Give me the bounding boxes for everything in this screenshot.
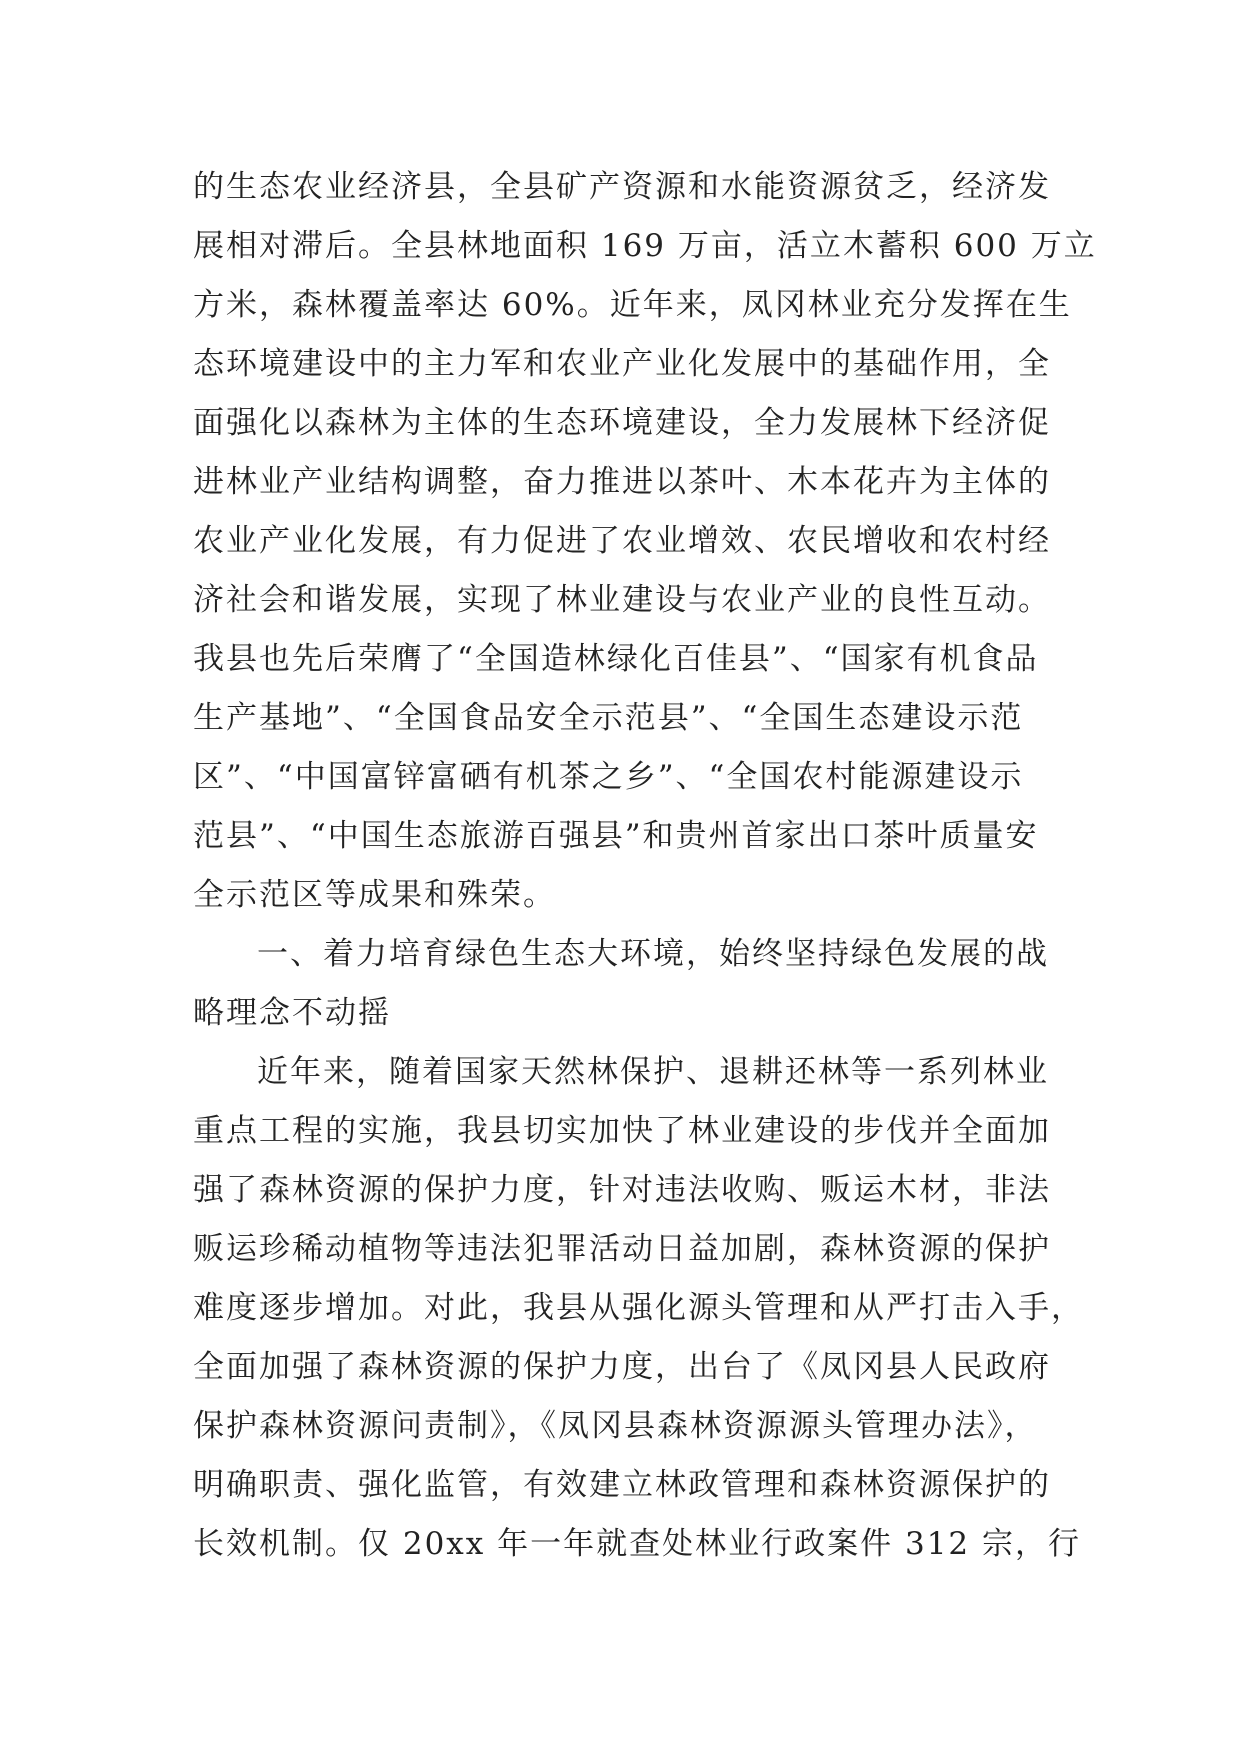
text-line: 方米，森林覆盖率达 60%。近年来，凤冈林业充分发挥在生 (193, 287, 1072, 323)
paragraph-forest-protection (193, 1043, 1084, 1574)
text-line: 难度逐步增加。对此，我县从强化源头管理和从严打击入手， (193, 1290, 1084, 1326)
text-line: 济社会和谐发展，实现了林业建设与农业产业的良性互动。 (193, 582, 1051, 618)
text-line: 我县也先后荣膺了“全国造林绿化百佳县”、“国家有机食品 (193, 641, 1039, 677)
heading-line: 略理念不动摇 (193, 995, 391, 1031)
paragraph-intro (193, 158, 1097, 925)
text-line: 面强化以森林为主体的生态环境建设，全力发展林下经济促 (193, 405, 1051, 441)
text-line: 保护森林资源问责制》，《凤冈县森林资源源头管理办法》， (193, 1408, 1038, 1444)
heading-line: 一、着力培育绿色生态大环境，始终坚持绿色发展的战 (257, 936, 1049, 972)
text-line: 全面加强了森林资源的保护力度，出台了《凤冈县人民政府 (193, 1349, 1051, 1385)
text-line: 全示范区等成果和殊荣。 (193, 877, 556, 913)
text-line: 范县”、“中国生态旅游百强县”和贵州首家出口茶叶质量安 (193, 818, 1039, 854)
text-line: 的生态农业经济县，全县矿产资源和水能资源贫乏，经济发 (193, 169, 1051, 205)
text-line: 重点工程的实施，我县切实加快了林业建设的步伐并全面加 (193, 1113, 1051, 1149)
text-line: 生产基地”、“全国食品安全示范县”、“全国生态建设示范 (193, 700, 1024, 736)
section-heading (193, 925, 1063, 1043)
text-line: 态环境建设中的主力军和农业产业化发展中的基础作用，全 (193, 346, 1051, 382)
text-line: 贩运珍稀动植物等违法犯罪活动日益加剧，森林资源的保护 (193, 1231, 1051, 1267)
text-line: 近年来，随着国家天然林保护、退耕还林等一系列林业 (257, 1054, 1049, 1090)
text-line: 区”、“中国富锌富硒有机茶之乡”、“全国农村能源建设示 (193, 759, 1024, 795)
text-line: 明确职责、强化监管，有效建立林政管理和森林资源保护的 (193, 1467, 1051, 1503)
text-line: 强了森林资源的保护力度，针对违法收购、贩运木材，非法 (193, 1172, 1051, 1208)
text-line: 长效机制。仅 20xx 年一年就查处林业行政案件 312 宗，行 (193, 1526, 1081, 1562)
text-line: 农业产业化发展，有力促进了农业增效、农民增收和农村经 (193, 523, 1051, 559)
document-body (193, 158, 1097, 1574)
text-line: 进林业产业结构调整，奋力推进以茶叶、木本花卉为主体的 (193, 464, 1051, 500)
text-line: 展相对滞后。全县林地面积 169 万亩，活立木蓄积 600 万立 (193, 228, 1097, 264)
